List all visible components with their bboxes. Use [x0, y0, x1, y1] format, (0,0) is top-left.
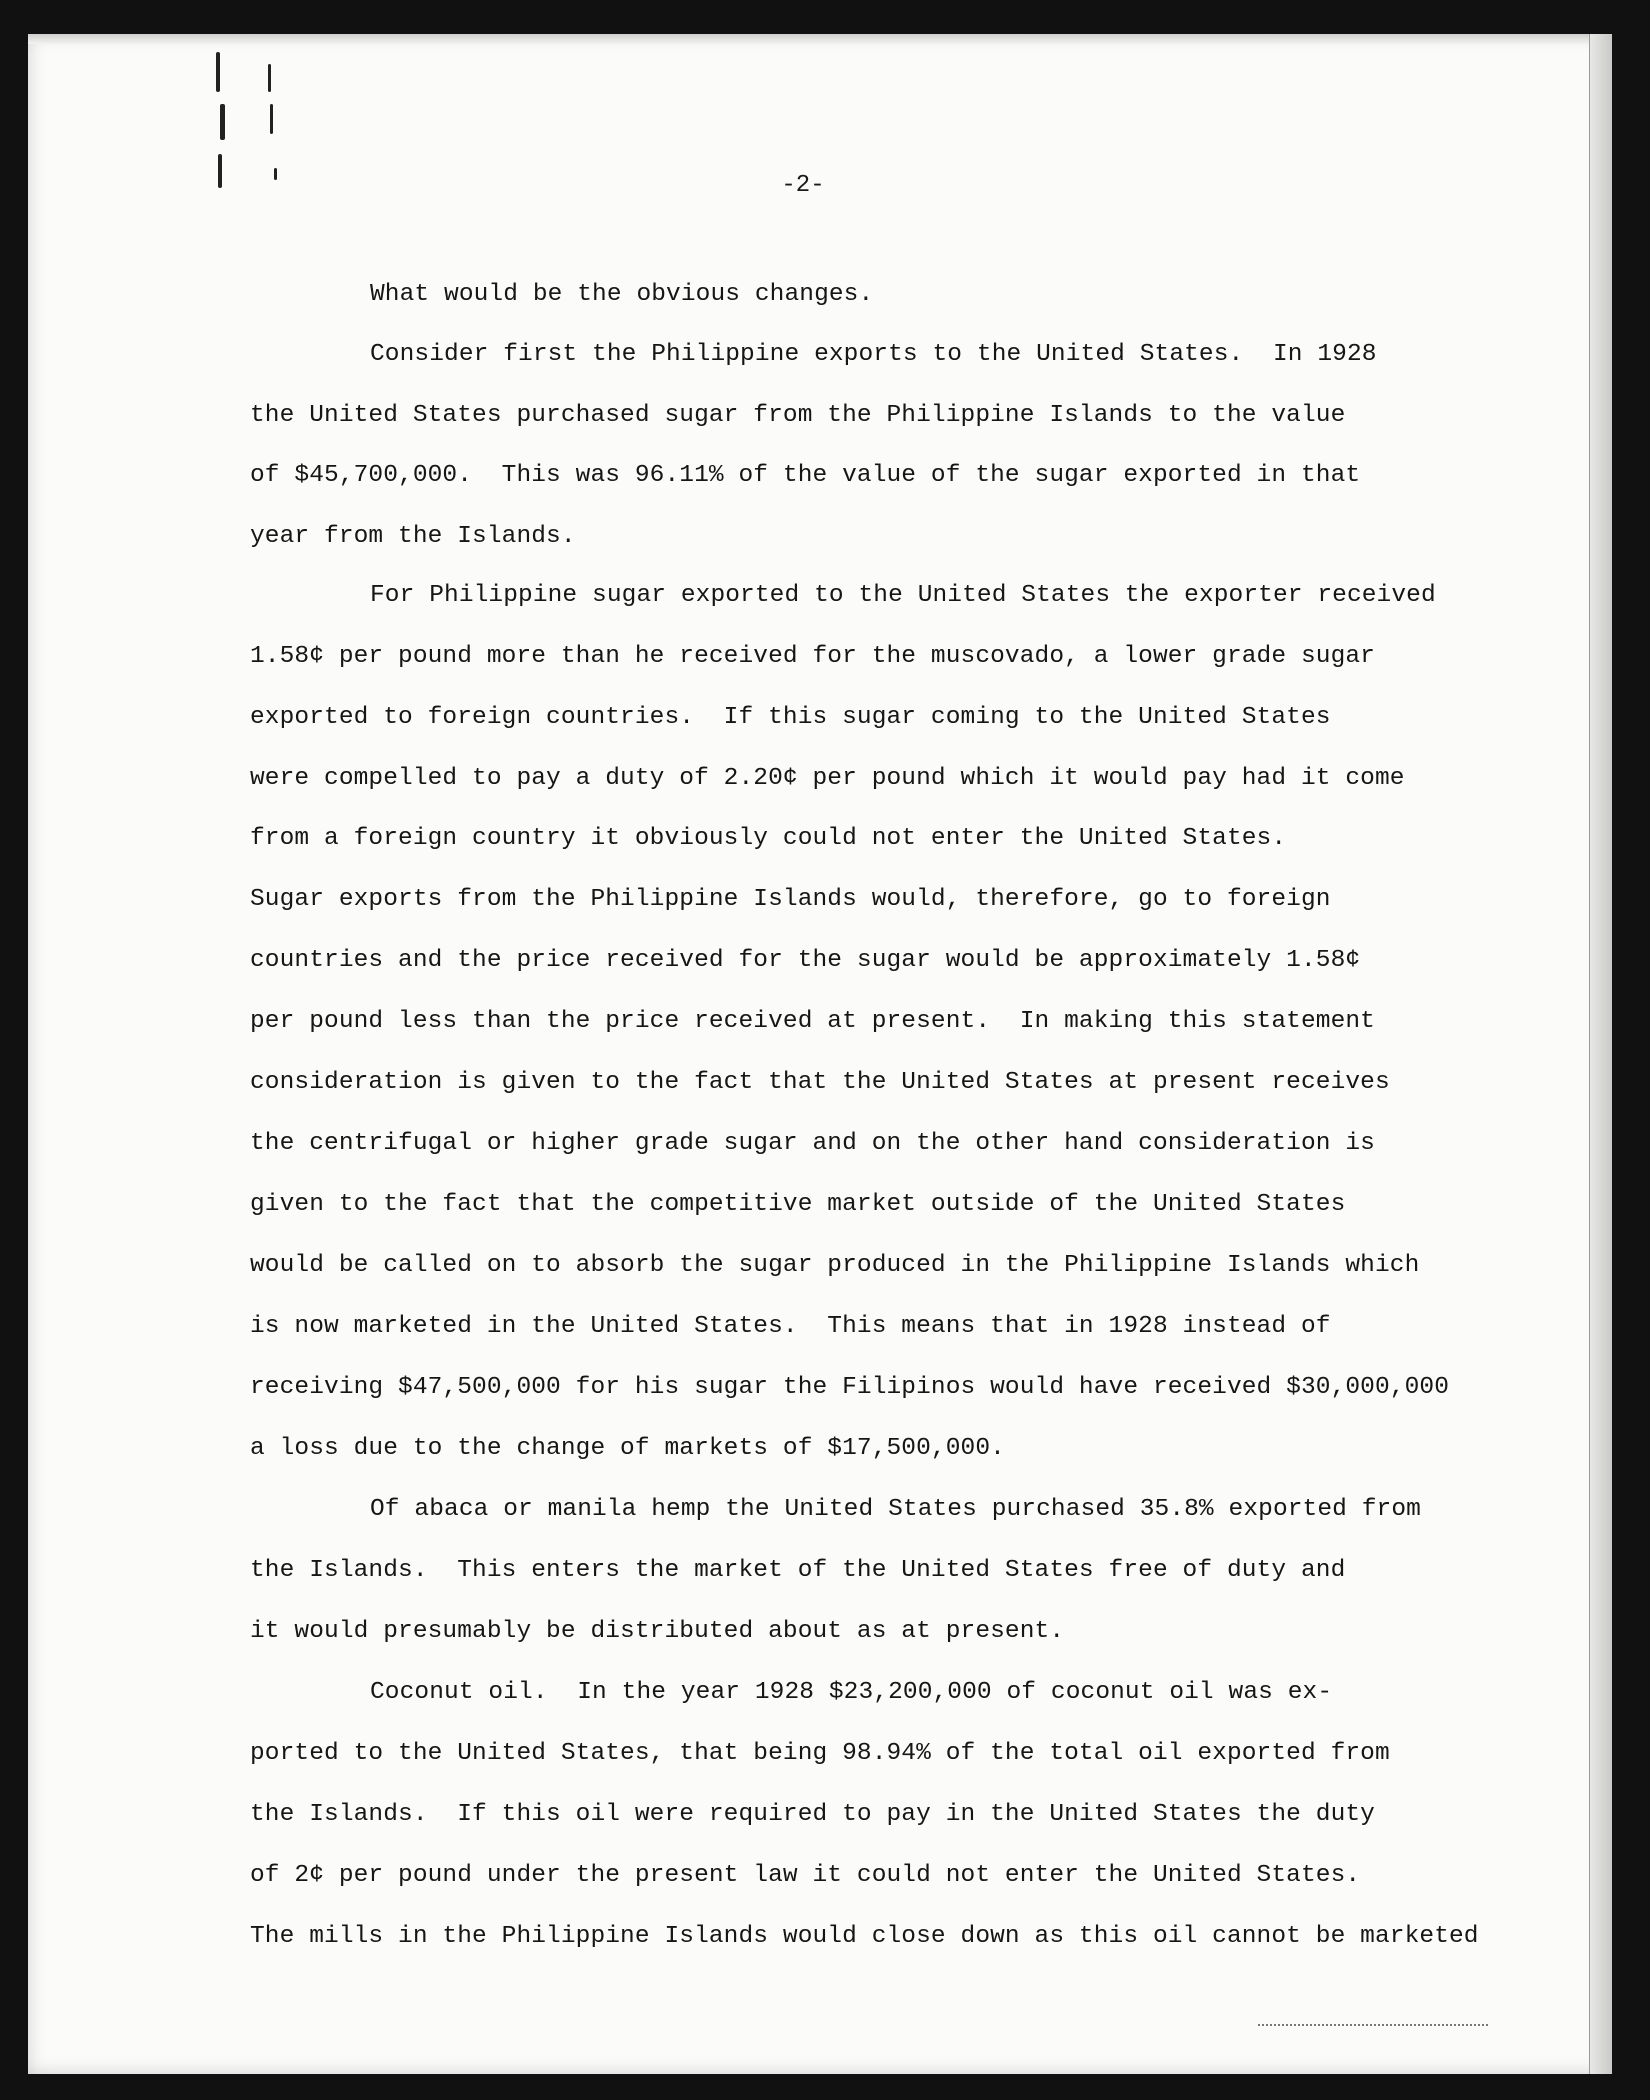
- text-line: would be called on to absorb the sugar produced in the Philippine Islands which: [250, 1252, 1420, 1279]
- text-line: consideration is given to the fact that the United States at present receives: [250, 1069, 1390, 1096]
- text-line: were compelled to pay a duty of 2.20¢ per pound which it would pay had it come: [250, 765, 1405, 792]
- text-line: is now marketed in the United States. This means that in 1928 instead of: [250, 1313, 1331, 1340]
- ink-smudge: [1258, 2024, 1488, 2032]
- text-line: of $45,700,000. This was 96.11% of the value of the sugar exported in that: [250, 462, 1361, 489]
- text-line: Consider first the Philippine exports to the United States. In 1928: [370, 341, 1377, 368]
- binding-mark: [270, 104, 273, 134]
- binding-mark: [268, 64, 271, 92]
- text-line: a loss due to the change of markets of $17,500,000.: [250, 1435, 1005, 1462]
- text-line: exported to foreign countries. If this sugar coming to the United States: [250, 704, 1331, 731]
- page-number: -2-: [781, 172, 825, 199]
- text-line: 1.58¢ per pound more than he received for the muscovado, a lower grade sugar: [250, 643, 1375, 670]
- document-page: [28, 34, 1612, 2074]
- text-line: Sugar exports from the Philippine Islands would, therefore, go to foreign: [250, 886, 1331, 913]
- text-line: The mills in the Philippine Islands would close down as this oil cannot be marketed: [250, 1923, 1479, 1950]
- text-line: ported to the United States, that being 98.94% of the total oil exported from: [250, 1740, 1390, 1767]
- binding-mark: [220, 104, 225, 140]
- text-line: it would presumably be distributed about as at present.: [250, 1618, 1065, 1645]
- page-right-edge: [1589, 34, 1612, 2074]
- text-line: given to the fact that the competitive market outside of the United States: [250, 1191, 1346, 1218]
- text-line: the Islands. If this oil were required to pay in the United States the duty: [250, 1801, 1375, 1828]
- text-line: the Islands. This enters the market of the United States free of duty and: [250, 1557, 1346, 1584]
- text-line: countries and the price received for the sugar would be approximately 1.58¢: [250, 947, 1361, 974]
- text-line: What would be the obvious changes.: [370, 281, 874, 308]
- text-line: receiving $47,500,000 for his sugar the Filipinos would have received $30,000,000: [250, 1374, 1449, 1401]
- text-line: of 2¢ per pound under the present law it could not enter the United States.: [250, 1862, 1361, 1889]
- text-line: the centrifugal or higher grade sugar and on the other hand consideration is: [250, 1130, 1375, 1157]
- text-line: per pound less than the price received at present. In making this statement: [250, 1008, 1375, 1035]
- binding-mark: [216, 52, 220, 92]
- text-line: For Philippine sugar exported to the United States the exporter received: [370, 582, 1436, 609]
- text-line: Coconut oil. In the year 1928 $23,200,000 of coconut oil was ex-: [370, 1679, 1333, 1706]
- page-top-edge: [28, 34, 1612, 44]
- text-line: the United States purchased sugar from the Philippine Islands to the value: [250, 402, 1346, 429]
- text-line: Of abaca or manila hemp the United States purchased 35.8% exported from: [370, 1496, 1421, 1523]
- text-line: year from the Islands.: [250, 523, 576, 550]
- text-line: from a foreign country it obviously could not enter the United States.: [250, 825, 1287, 852]
